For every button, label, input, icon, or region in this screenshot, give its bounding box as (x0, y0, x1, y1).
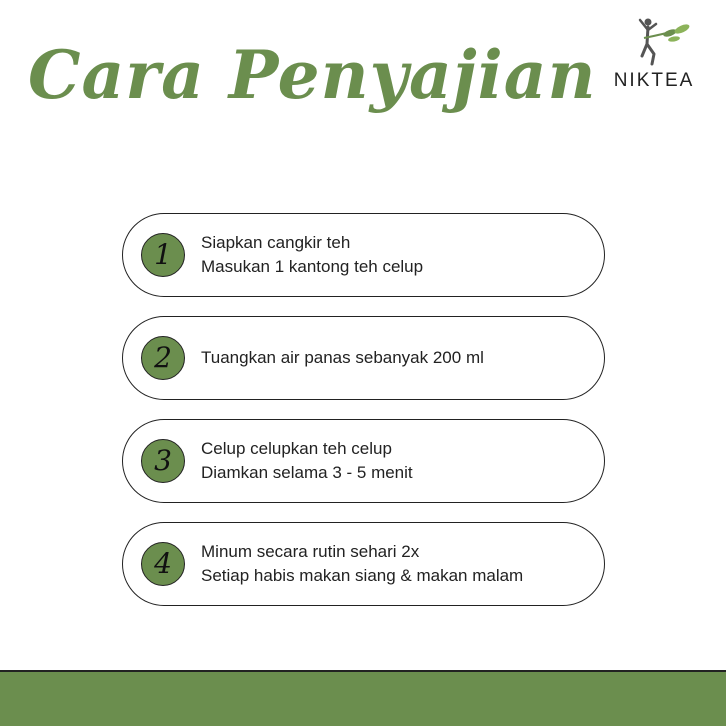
step-number-badge: 3 (141, 439, 185, 483)
niktea-logo (604, 16, 704, 96)
step-text (201, 214, 423, 296)
step-text (201, 317, 484, 399)
step-number-badge: 4 (141, 542, 185, 586)
step-line: Tuangkan air panas sebanyak 200 ml (201, 348, 484, 367)
step-3 (122, 419, 605, 503)
step-line: Setiap habis makan siang & makan malam (201, 566, 524, 585)
step-text (201, 523, 523, 605)
step-2 (122, 316, 605, 400)
step-1 (122, 213, 605, 297)
step-line: Siapkan cangkir teh (201, 233, 351, 252)
logo-brand-text: NIKTEA (613, 70, 695, 91)
step-number-badge: 1 (141, 233, 185, 277)
step-text (201, 420, 413, 502)
step-line: Celup celupkan teh celup (201, 439, 392, 458)
page-title: Cara Penyajian (28, 36, 597, 114)
step-4 (122, 522, 605, 606)
step-line: Masukan 1 kantong teh celup (201, 257, 424, 276)
dancing-figure-leaf-icon (634, 16, 694, 68)
step-number-badge: 2 (141, 336, 185, 380)
step-line: Diamkan selama 3 - 5 menit (201, 463, 413, 482)
footer-band (0, 670, 726, 726)
step-line: Minum secara rutin sehari 2x (201, 542, 420, 561)
